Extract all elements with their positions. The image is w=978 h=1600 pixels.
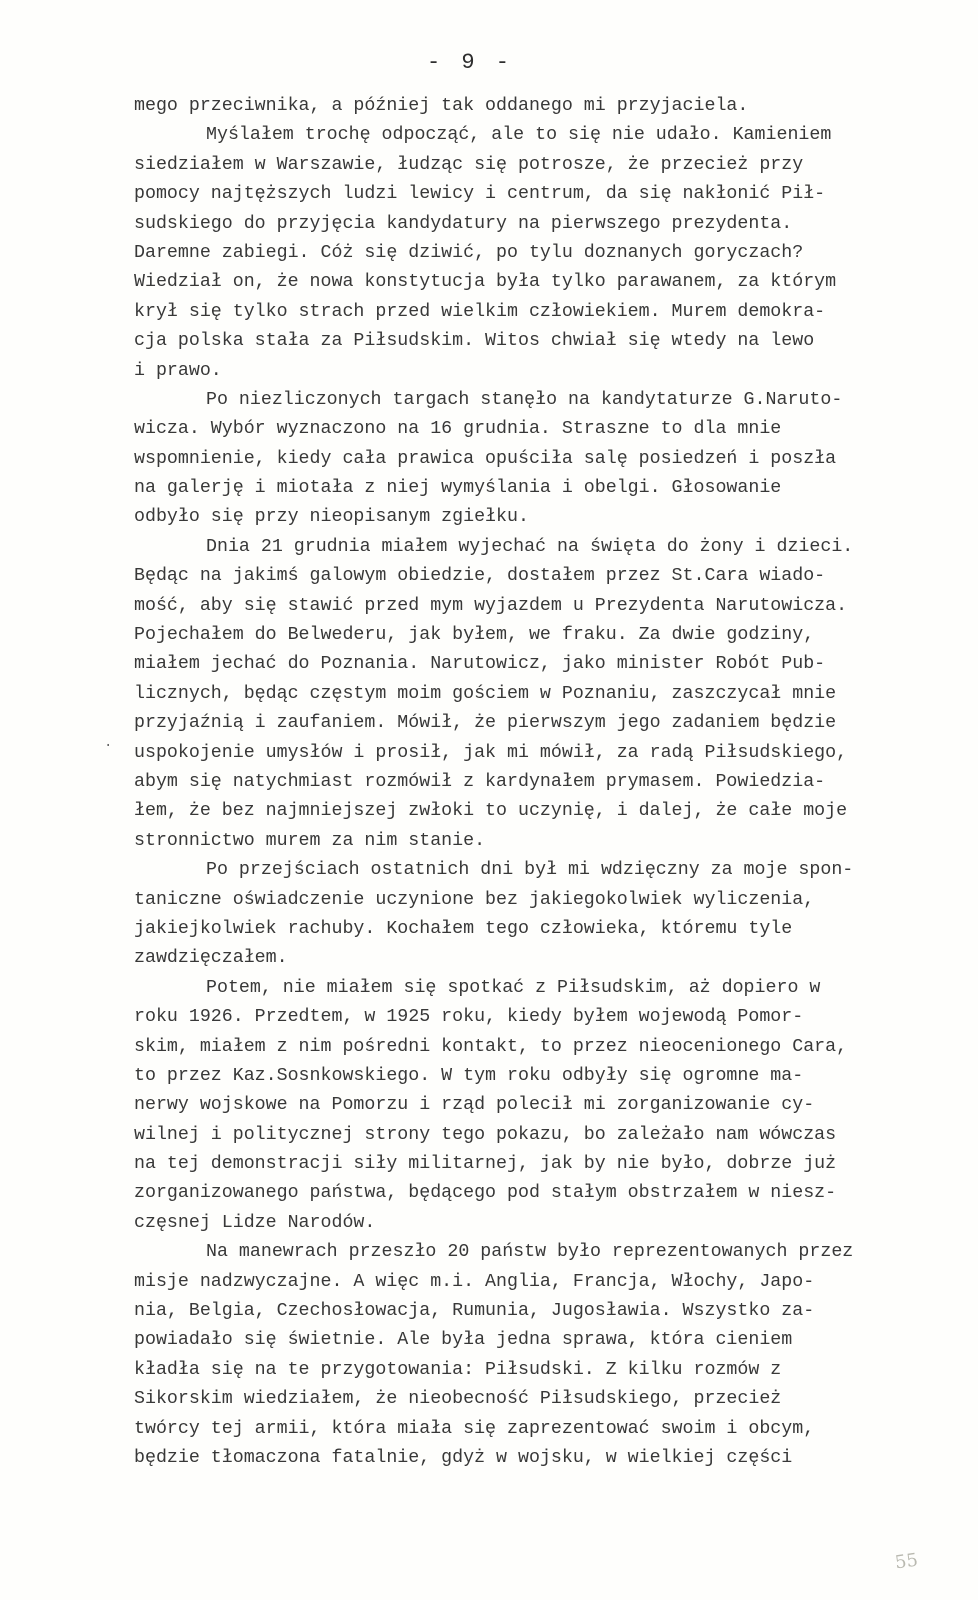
text-line: roku 1926. Przedtem, w 1925 roku, kiedy byłem wojewodą Pomor- [134,1007,804,1028]
text-line: taniczne oświadczenie uczynione bez jakiegokolwiek wyliczenia, [134,889,815,910]
text-line: Sikorskim wiedziałem, że nieobecność Piłsudskiego, przecież [134,1389,782,1410]
text-line: wicza. Wybór wyznaczono na 16 grudnia. Straszne to dla mnie [134,419,782,440]
text-line: misje nadzwyczajne. A więc m.i. Anglia, Francja, Włochy, Japo- [134,1271,815,1292]
text-line: na galerję i miotała z niej wymyślania i obelgi. Głosowanie [134,478,782,499]
text-line: Po przejściach ostatnich dni był mi wdzięczny za moje spon- [206,860,854,881]
text-line: sudskiego do przyjęcia kandydatury na pierwszego prezydenta. [134,213,793,234]
text-line: Na manewrach przeszło 20 państw było reprezentowanych przez [206,1242,854,1263]
text-line: stronnictwo murem za nim stanie. [134,830,486,851]
text-line: Daremne zabiegi. Cóż się dziwić, po tylu doznanych goryczach? [134,242,804,263]
text-line: siedziałem w Warszawie, łudząc się potrosze, że przecież przy [134,154,804,175]
text-line: zorganizowanego państwa, będącego pod stałym obstrzałem w niesz- [134,1183,837,1204]
text-line: przyjaźnią i zaufaniem. Mówił, że pierwszym jego zadaniem będzie [134,713,837,734]
text-line: uspokojenie umysłów i prosił, jak mi mówił, za radą Piłsudskiego, [134,742,848,763]
text-line: Potem, nie miałem się spotkać z Piłsudskim, aż dopiero w [206,977,821,998]
archive-number: 55 [893,1549,920,1574]
text-line: krył się tylko strach przed wielkim człowiekiem. Murem demokra- [134,301,826,322]
text-line: odbyło się przy nieopisanym zgiełku. [134,507,529,528]
text-line: nerwy wojskowe na Pomorzu i rząd polecił mi zorganizowanie cy- [134,1095,815,1116]
text-line: miałem jechać do Poznania. Narutowicz, jako minister Robót Pub- [134,654,826,675]
text-line: cja polska stała za Piłsudskim. Witos chwiał się wtedy na lewo [134,331,815,352]
text-line: częsnej Lidze Narodów. [134,1212,376,1233]
margin-mark: · [104,738,113,754]
text-line: zawdzięczałem. [134,948,288,969]
page-number: - 9 - [426,50,513,75]
text-line: mego przeciwnika, a później tak oddanego mi przyjaciela. [134,96,749,116]
text-line: twórcy tej armii, która miała się zaprezentować swoim i obcym, [134,1418,815,1439]
text-line: na tej demonstracji siły militarnej, jak by nie było, dobrze już [134,1154,837,1175]
text-line: pomocy najtęższych ludzi lewicy i centrum, da się nakłonić Pił- [134,184,826,205]
text-line: i prawo. [134,360,222,381]
text-line: kładła się na te przygotowania: Piłsudski. Z kilku rozmów z [134,1359,782,1380]
text-line: abym się natychmiast rozmówił z kardynałem prymasem. Powiedzia- [134,771,826,792]
text-line: skim, miałem z nim pośredni kontakt, to przez nieocenionego Cara, [134,1036,848,1057]
text-line: jakiejkolwiek rachuby. Kochałem tego człowieka, któremu tyle [134,918,793,939]
text-line: mość, aby się stawić przed mym wyjazdem u Prezydenta Narutowicza. [134,595,848,616]
text-line: wilnej i politycznej strony tego pokazu, bo zależało nam wówczas [134,1124,837,1145]
text-line: Pojechałem do Belwederu, jak byłem, we fraku. Za dwie godziny, [134,625,815,646]
text-line: Będąc na jakimś galowym obiedzie, dostałem przez St.Cara wiado- [134,566,826,587]
text-line: Myślałem trochę odpocząć, ale to się nie udało. Kamieniem [206,125,832,146]
typewritten-text [134,92,934,1473]
text-line: nia, Belgia, Czechosłowacja, Rumunia, Jugosławia. Wszystko za- [134,1301,815,1322]
text-line: to przez Kaz.Sosnkowskiego. W tym roku odbyły się ogromne ma- [134,1065,804,1086]
text-line: będzie tłomaczona fatalnie, gdyż w wojsku, w wielkiej części [134,1447,793,1468]
text-line: łem, że bez najmniejszej zwłoki to uczynię, i dalej, że całe moje [134,801,848,822]
text-line: licznych, będąc częstym moim gościem w Poznaniu, zaszczycał mnie [134,683,837,704]
text-line: Wiedział on, że nowa konstytucja była tylko parawanem, za którym [134,272,837,293]
text-line: Po niezliczonych targach stanęło na kandytaturze G.Naruto- [206,389,843,410]
text-line: powiadało się świetnie. Ale była jedna sprawa, która cieniem [134,1330,793,1351]
text-line: wspomnienie, kiedy cała prawica opuściła salę posiedzeń i poszła [134,448,837,469]
text-line: Dnia 21 grudnia miałem wyjechać na święta do żony i dzieci. [206,536,854,557]
